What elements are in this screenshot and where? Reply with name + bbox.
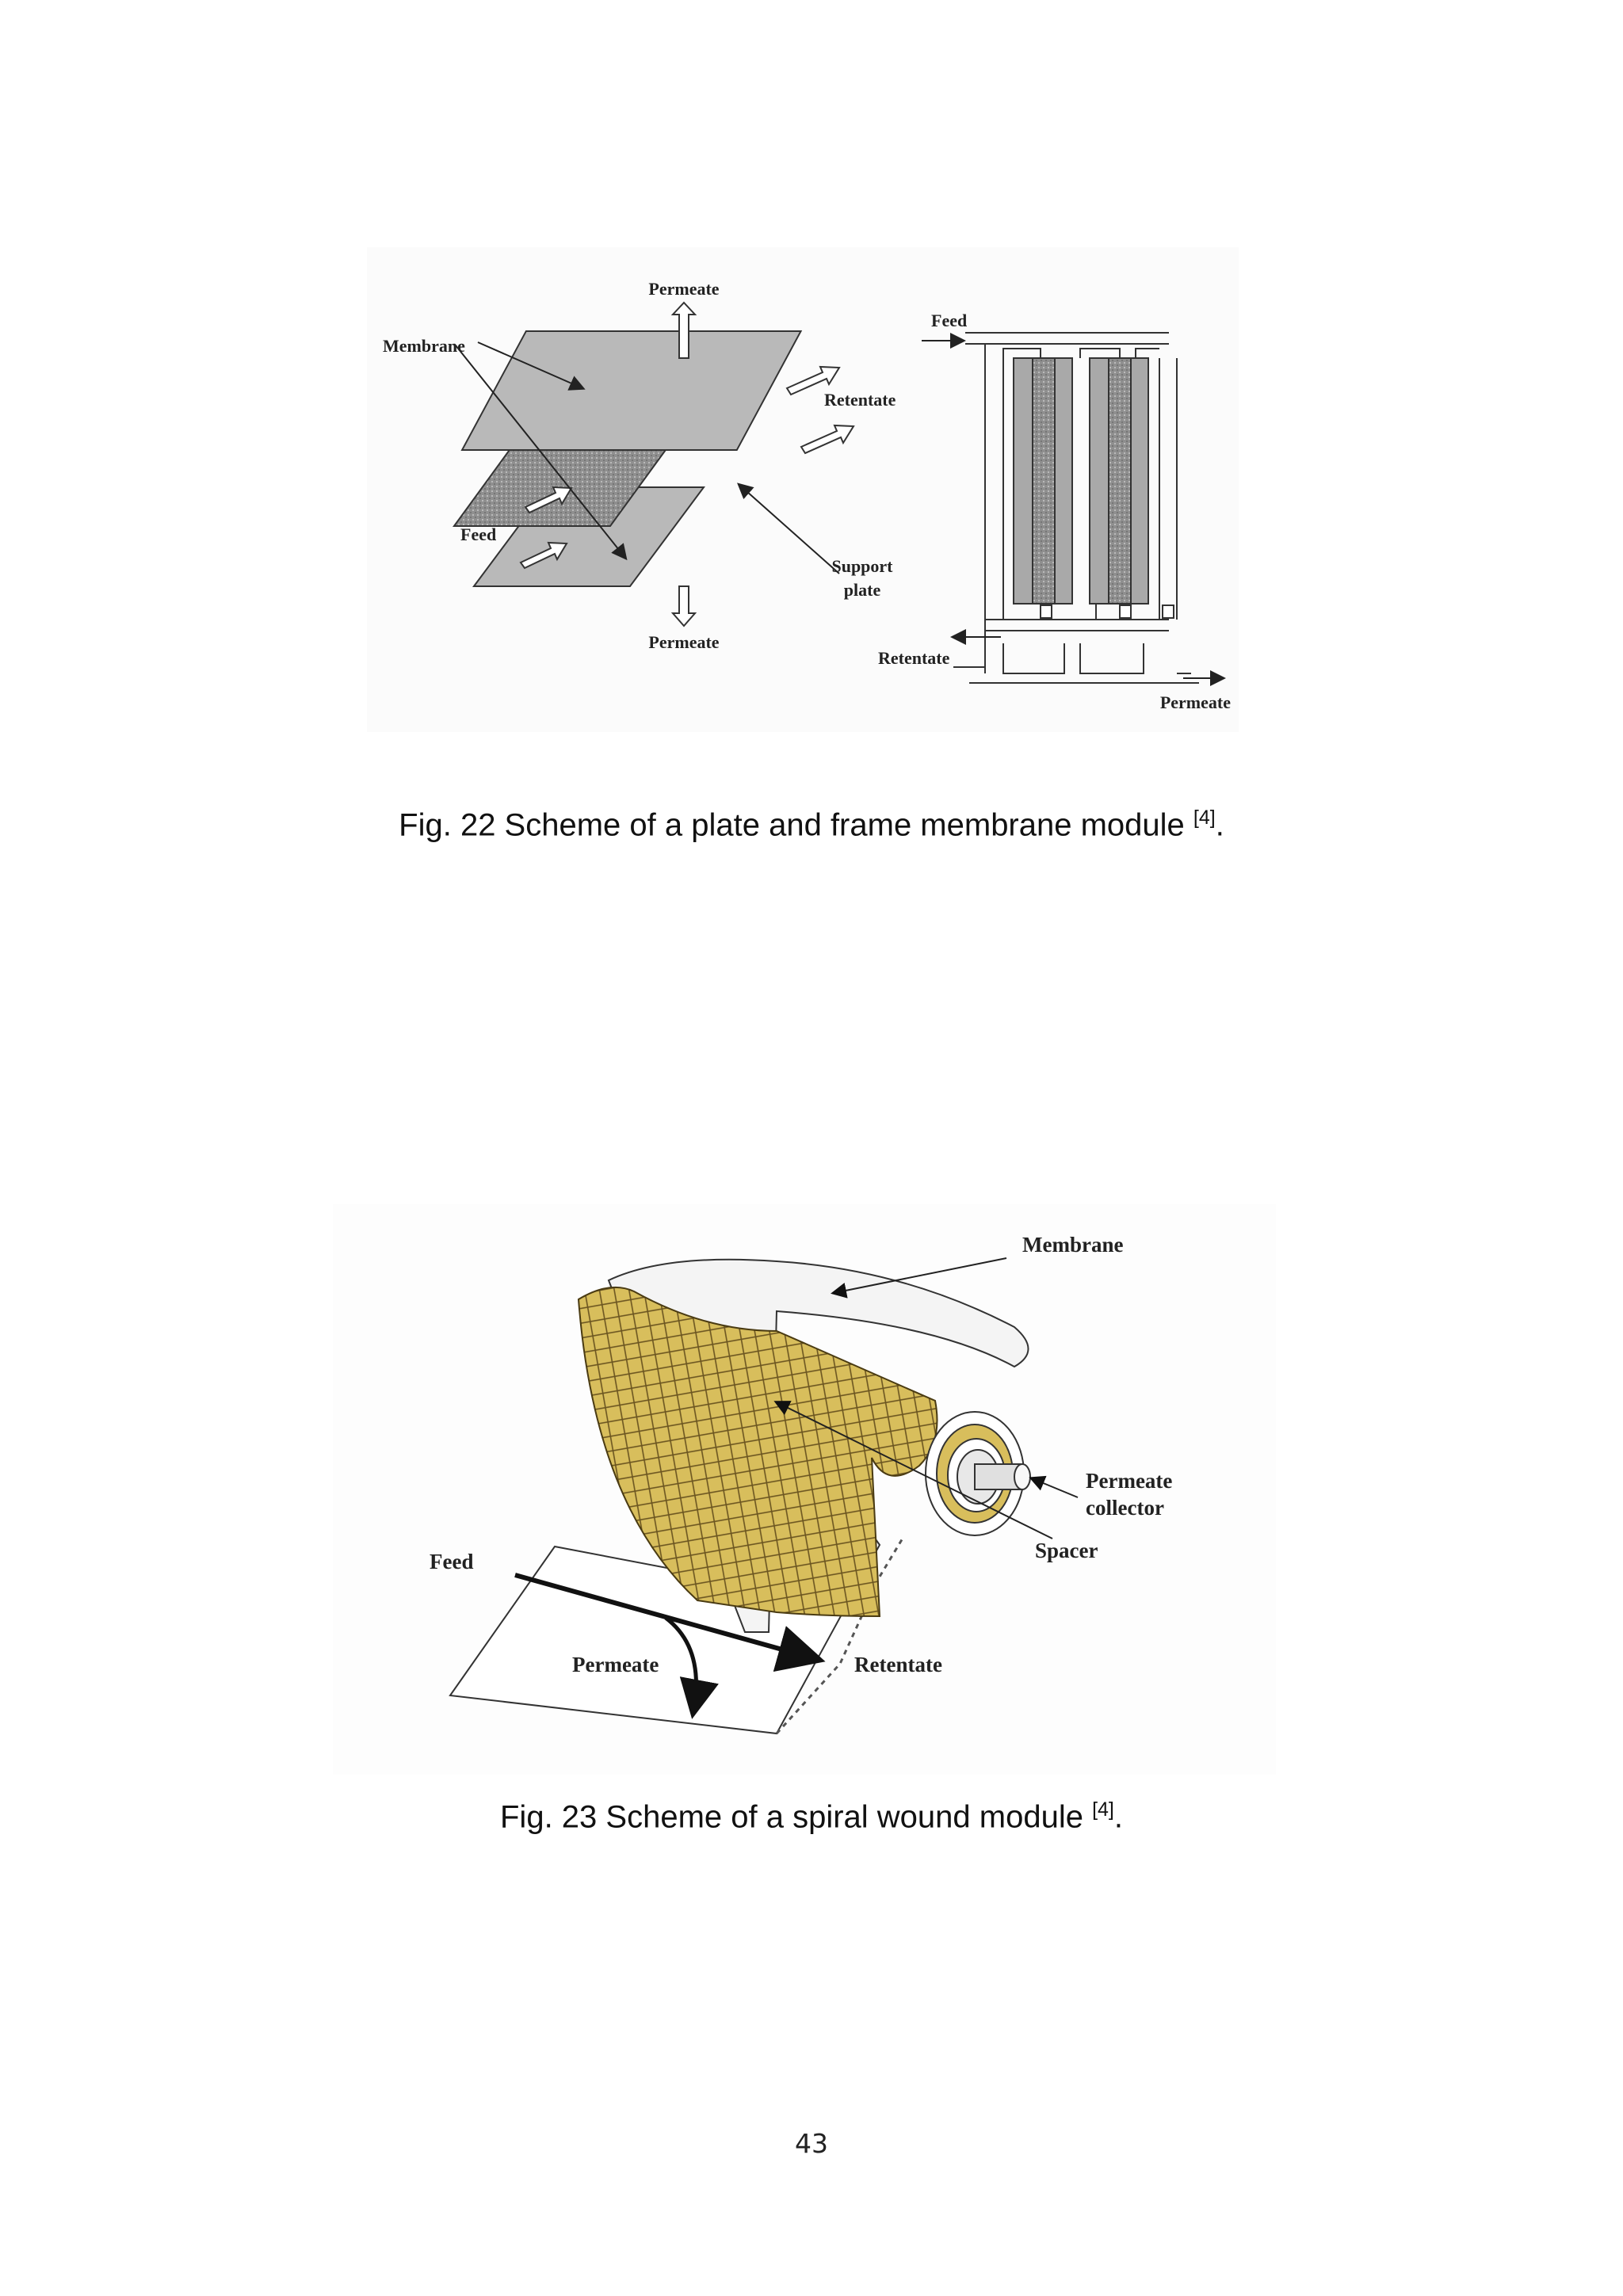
label-feed: Feed — [460, 524, 497, 544]
membrane-plate-top — [462, 331, 800, 450]
label-feed-23: Feed — [430, 1550, 474, 1573]
channel-dotted-1 — [1033, 358, 1055, 604]
channel-solid-4 — [1131, 358, 1148, 604]
label-support: Support — [831, 556, 893, 576]
plate-and-frame-diagram — [367, 247, 1239, 732]
label-retentate-23: Retentate — [854, 1653, 942, 1676]
retentate-arrows — [787, 367, 854, 453]
caption-23-end: . — [1113, 1799, 1123, 1835]
label-permeate-right: Permeate — [1159, 692, 1231, 712]
page-number: 43 — [795, 2128, 828, 2159]
figure-22-plate-and-frame — [367, 247, 1239, 732]
channel-caps — [1041, 605, 1174, 618]
permeate-collector-end — [1014, 1464, 1030, 1489]
channel-solid-2 — [1055, 358, 1072, 604]
caption-23-text: Fig. 23 Scheme of a spiral wound module — [500, 1799, 1093, 1835]
label-permeate-collector-1: Permeate — [1086, 1469, 1173, 1493]
figure-23-caption — [0, 1798, 1623, 1835]
label-membrane-23: Membrane — [1022, 1233, 1124, 1257]
channel-solid-3 — [1090, 358, 1109, 604]
caption-22-end: . — [1215, 807, 1224, 843]
figure-22-caption — [0, 807, 1623, 843]
spiral-wound-diagram — [333, 1204, 1276, 1775]
label-plate: plate — [843, 580, 881, 600]
label-retentate: Retentate — [824, 390, 896, 410]
label-permeate-top: Permeate — [648, 279, 720, 299]
channel-dotted-2 — [1109, 358, 1131, 604]
caption-22-ref[interactable]: [4] — [1193, 807, 1216, 829]
label-retentate-right: Retentate — [878, 648, 950, 668]
label-feed-right: Feed — [931, 311, 968, 330]
caption-23-ref[interactable]: [4] — [1092, 1798, 1114, 1821]
label-spacer: Spacer — [1035, 1539, 1098, 1562]
caption-22-text: Fig. 22 Scheme of a plate and frame membrane module — [399, 807, 1193, 843]
figure-23-spiral-wound — [333, 1204, 1276, 1775]
label-permeate-collector-2: collector — [1086, 1496, 1164, 1520]
label-permeate-bottom: Permeate — [648, 632, 720, 652]
label-membrane: Membrane — [383, 336, 465, 356]
label-permeate-23: Permeate — [572, 1653, 659, 1676]
frame-cross-section — [953, 333, 1199, 683]
channel-solid-1 — [1014, 358, 1033, 604]
permeate-down-arrow — [673, 586, 695, 626]
